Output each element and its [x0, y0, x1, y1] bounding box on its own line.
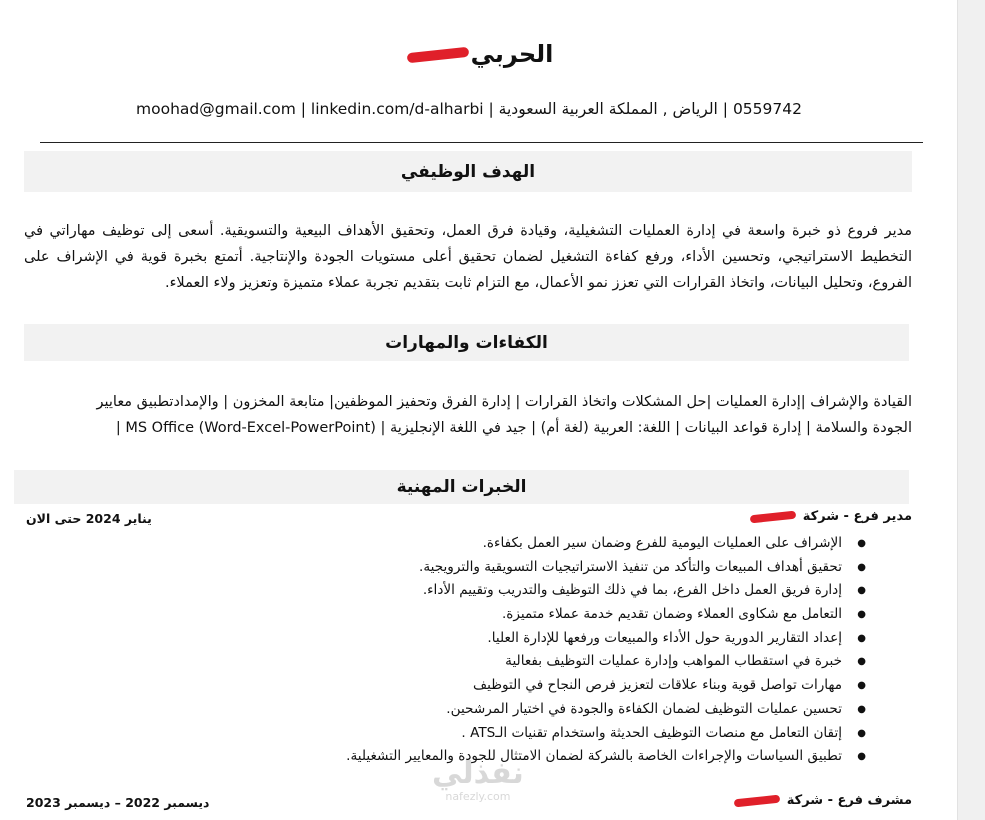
vertical-scrollbar[interactable]	[957, 0, 985, 820]
list-item: ● تحسين عمليات التوظيف لضمان الكفاءة والجودة في اختيار المرشحين.	[346, 698, 866, 722]
job-duties	[346, 532, 866, 769]
job-title: مدير فرع - شركة	[748, 509, 912, 524]
section-title: الكفاءات والمهارات	[385, 332, 548, 353]
watermark	[432, 758, 524, 803]
section-skills	[24, 324, 909, 361]
list-item: ● الإشراف على العمليات اليومية للفرع وضمان سير العمل بكفاءة.	[346, 532, 866, 556]
watermark-arabic: نفذلي	[432, 756, 524, 791]
section-experience	[14, 470, 909, 504]
list-item: ● مهارات تواصل قوية وبناء علاقات لتعزيز فرص النجاح في التوظيف	[346, 674, 866, 698]
section-title: الخبرات المهنية	[396, 477, 527, 497]
job-date: يناير 2024 حتى الان	[26, 511, 152, 526]
list-item: ● إتقان التعامل مع منصات التوظيف الحديثة واستخدام تقنيات الـATS .	[346, 722, 866, 746]
list-item: ● تطبيق السياسات والإجراءات الخاصة بالشركة لضمان الامتثال للجودة والمعايير التشغيلية.	[346, 745, 866, 769]
skills-list	[24, 389, 912, 441]
header-divider	[40, 142, 923, 143]
contact-line: 0559742 | الرياض , المملكة العربية السعودية | moohad@gmail.com | linkedin.com/d-alharbi	[136, 100, 802, 118]
candidate-name: الحربي	[0, 40, 958, 68]
job-date: ديسمبر 2022 – ديسمبر 2023	[26, 795, 210, 810]
skills-line: الجودة والسلامة | إدارة قواعد البيانات | اللغة: العربية (لغة أم) | جيد في اللغة الإنجليزية | MS Office (Word-Excel-PowerPoint) |	[115, 420, 912, 436]
skills-line: القيادة والإشراف |إدارة العمليات |حل المشكلات واتخاذ القرارات | إدارة الفرق وتحفيز الموظفين| متابعة المخزون | والإمدادتطبيق معايير	[96, 394, 912, 410]
list-item: ● إعداد التقارير الدورية حول الأداء والمبيعات ورفعها للإدارة العليا.	[346, 627, 866, 651]
list-item: ● إدارة فريق العمل داخل الفرع، بما في ذلك التوظيف والتدريب وتقييم الأداء.	[346, 579, 866, 603]
objective-text: مدير فروع ذو خبرة واسعة في إدارة العمليات التشغيلية، وقيادة فرق العمل، وتحقيق الأهداف البيعية والتسويقية. أسعى إلى توظيف مهاراتي في التخطيط الاستراتيجي، وتحسين الأداء، ورفع كفاءة التشغيل لضمان تحقيق أعلى مستويات الجودة والإنتاجية. أتمتع بخبرة قوية في الإشراف على الفروع، وتحليل البيانات، واتخاذ القرارات التي تعزز نمو الأعمال، مع التزام ثابت بتقديم تجربة عملاء متميزة وتعزيز ولاء العملاء.	[24, 223, 912, 291]
redaction-mark	[750, 510, 797, 523]
section-objective	[24, 151, 912, 192]
watermark-latin: nafezly.com	[445, 790, 511, 803]
redaction-mark	[406, 47, 469, 63]
list-item: ● التعامل مع شكاوى العملاء وضمان تقديم خدمة عملاء متميزة.	[346, 603, 866, 627]
job-title: مشرف فرع - شركة	[732, 793, 912, 808]
list-item: ● تحقيق أهداف المبيعات والتأكد من تنفيذ الاستراتيجيات التسويقية والترويجية.	[346, 556, 866, 580]
list-item: ● خبرة في استقطاب المواهب وإدارة عمليات التوظيف بفعالية	[346, 650, 866, 674]
redaction-mark	[734, 794, 781, 807]
section-title: الهدف الوظيفي	[400, 161, 536, 182]
